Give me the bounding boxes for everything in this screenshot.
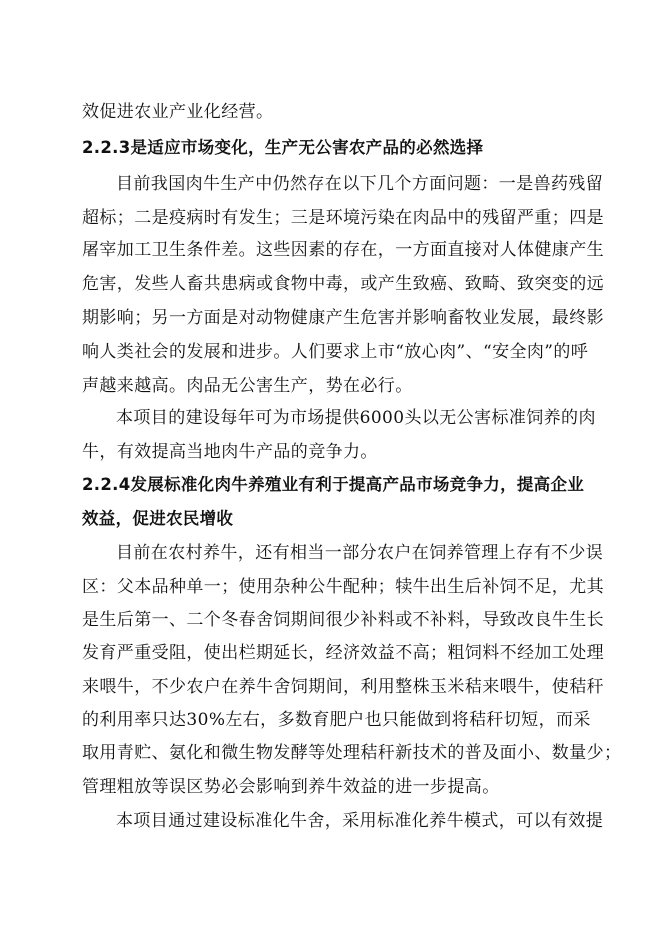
paragraph-line: 取用青贮、氨化和微生物发酵等处理秸秆新技术的普及面小、数量少； <box>82 743 622 763</box>
section-heading-2-2-3: 2.2.3是适应市场变化，生产无公害农产品的必然选择 <box>82 138 484 157</box>
paragraph-line: 期影响；另一方面是对动物健康产生危害并影响畜牧业发展，最终影 <box>82 308 604 328</box>
section-heading-2-2-4-cont: 效益，促进农民增收 <box>82 509 234 528</box>
paragraph-line: 管理粗放等误区势必会影响到养牛效益的进一步提高。 <box>82 777 500 797</box>
paragraph-line: 超标；二是疫病时有发生；三是环境污染在肉品中的残留严重；四是 <box>82 208 604 228</box>
paragraph-line: 本项目通过建设标准化牛舍，采用标准化养牛模式，可以有效提 <box>116 811 604 831</box>
paragraph-line: 的利用率只达30%左右，多数育肥户也只能做到将秸秆切短，而采 <box>82 710 591 730</box>
paragraph-line: 响人类社会的发展和进步。人们要求上市“放心肉”、“安全肉”的呼 <box>82 342 589 362</box>
paragraph-line: 来喂牛，不少农户在养牛舍饲期间，利用整株玉米秸来喂牛，使秸秆 <box>82 677 604 697</box>
paragraph-line: 目前我国肉牛生产中仍然存在以下几个方面问题：一是兽药残留 <box>116 174 604 194</box>
paragraph-line: 屠宰加工卫生条件差。这些因素的存在，一方面直接对人体健康产生 <box>82 240 604 260</box>
paragraph-line: 本项目的建设每年可为市场提供6000头以无公害标准饲养的肉 <box>116 408 596 428</box>
paragraph-line: 声越来越高。肉品无公害生产，势在必行。 <box>82 376 413 396</box>
paragraph-line: 发育严重受阻，使出栏期延长，经济效益不高；粗饲料不经加工处理 <box>82 643 604 663</box>
paragraph-line: 效促进农业产业化经营。 <box>82 102 274 122</box>
paragraph-line: 危害，发些人畜共患病或食物中毒，或产生致癌、致畸、致突变的远 <box>82 274 604 294</box>
paragraph-line: 目前在农村养牛，还有相当一部分农户在饲养管理上存有不少误 <box>116 543 604 563</box>
section-heading-2-2-4: 2.2.4发展标准化肉牛养殖业有利于提高产品市场竞争力，提高企业 <box>82 475 585 494</box>
paragraph-line: 是生后第一、二个冬春舍饲期间很少补料或不补料，导致改良牛生长 <box>82 610 604 630</box>
paragraph-line: 区：父本品种单一；使用杂种公牛配种；犊牛出生后补饲不足，尤其 <box>82 577 604 597</box>
paragraph-line: 牛，有效提高当地肉牛产品的竞争力。 <box>82 442 378 462</box>
